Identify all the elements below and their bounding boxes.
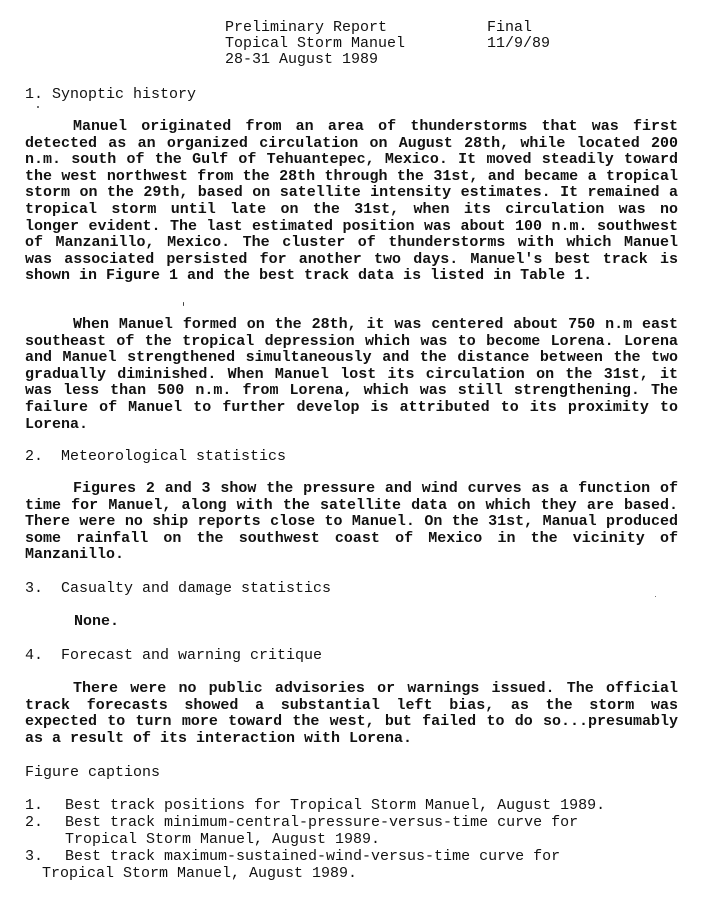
casualty-body: None. (74, 613, 120, 630)
caption-number: 1. (25, 797, 44, 814)
figure-caption-3 (25, 849, 675, 882)
caption-text: Best track minimum-central-pressure-versus-time curve for (65, 814, 579, 831)
scan-speck (183, 302, 184, 306)
header-title: Preliminary Report (225, 19, 388, 36)
figure-caption-1 (25, 798, 675, 815)
caption-number: 3. (25, 848, 44, 865)
caption-number: 2. (25, 814, 44, 831)
paragraph-synoptic-2: When Manuel formed on the 28th, it was centered about 750 n.m east southeast of the tropical depression which was to become Lorena. Lorena and Manuel strengthened simultaneously and the distance between the two gradually diminished. When Manuel lost its circulation on the 31st, it was less than 500 n.m. from Lorena, which was still strengthening. The failure of Manuel to further develop is attributed to its proximity to Lorena. (25, 316, 678, 433)
scan-speck (655, 596, 656, 597)
header-storm-name: Topical Storm Manuel (225, 35, 406, 52)
section-heading-casualty-damage: 3. Casualty and damage statistics (25, 580, 332, 597)
section-heading-synoptic-history: 1. Synoptic history (25, 86, 197, 103)
header-dates: 28-31 August 1989 (225, 51, 379, 68)
caption-text: Best track positions for Tropical Storm Manuel, August 1989. (65, 797, 606, 814)
paragraph-synoptic-1: Manuel originated from an area of thunderstorms that was first detected as an organized circulation on August 28th, while located 200 n.m. south of the Gulf of Tehuantepec, Mexico. It moved steadily toward the west northwest from the 28th through the 31st, and became a tropical storm on the 29th, based on satellite intensity estimates. It remained a tropical storm until late on the 31st, when its circulation was no longer evident. The last estimated position was about 100 n.m. southwest of Manzanillo, Mexico. The cluster of thunderstorms with which Manuel was associated persisted for another two days. Manuel's best track is shown in Figure 1 and the best track data is listed in Table 1. (25, 118, 678, 285)
section-heading-meteorological-statistics: 2. Meteorological statistics (25, 448, 287, 465)
paragraph-forecast: There were no public advisories or warnings issued. The official track forecasts showed a substantial left bias, as the storm was expected to turn more toward the west, but failed to do so...presumably as a result of its interaction with Lorena. (25, 680, 678, 747)
report-header (225, 20, 405, 68)
section-heading-forecast-critique: 4. Forecast and warning critique (25, 647, 323, 664)
scan-speck (37, 106, 39, 108)
caption-text: Best track maximum-sustained-wind-versus-time curve for (65, 848, 561, 865)
report-status-block (487, 20, 550, 52)
caption-continuation: Tropical Storm Manuel, August 1989. (42, 864, 358, 882)
paragraph-meteorological: Figures 2 and 3 show the pressure and wind curves as a function of time for Manuel, along with the satellite data on which they are based. There were no ship reports close to Manuel. On the 31st, Manual produced some rainfall on the southwest coast of Mexico in the vicinity of Manzanillo. (25, 480, 678, 564)
caption-continuation: Tropical Storm Manuel, August 1989. (65, 830, 381, 848)
header-date: 11/9/89 (487, 35, 551, 52)
header-status: Final (487, 19, 533, 36)
figure-caption-2 (25, 815, 675, 848)
figure-captions-heading: Figure captions (25, 764, 161, 781)
